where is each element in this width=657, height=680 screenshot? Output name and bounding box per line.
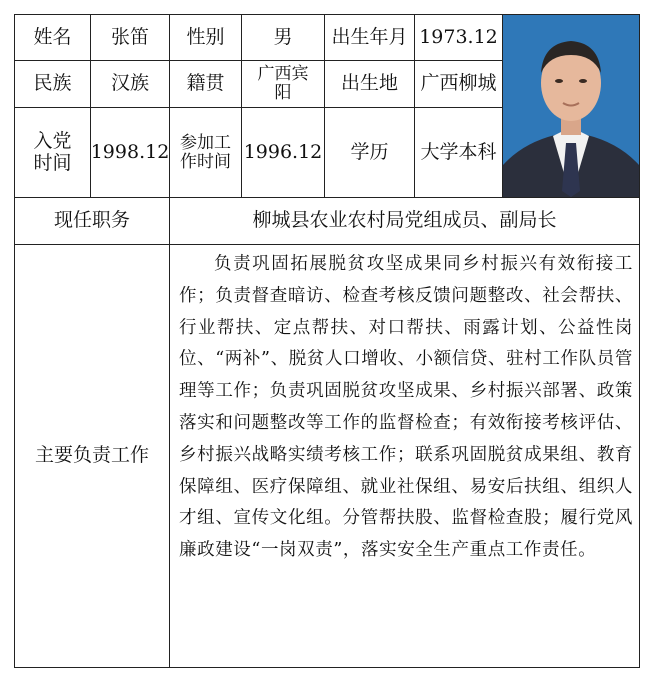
ethnicity-value: 汉族 <box>90 60 170 108</box>
origin-value: 广西宾阳 <box>241 60 325 108</box>
education-value: 大学本科 <box>414 107 503 198</box>
birth-value: 1973.12 <box>414 14 503 61</box>
name-label: 姓名 <box>14 14 91 61</box>
education-label: 学历 <box>324 107 415 198</box>
portrait-photo <box>502 14 640 198</box>
party-label: 入党时间 <box>14 107 91 198</box>
right-eye <box>579 79 587 83</box>
position-label: 现任职务 <box>14 197 170 245</box>
ethnicity-label: 民族 <box>14 60 91 108</box>
gender-label: 性别 <box>169 14 242 61</box>
portrait-image <box>503 15 639 197</box>
duties-body <box>169 244 640 668</box>
position-value: 柳城县农业农村局党组成员、副局长 <box>169 197 640 245</box>
work-value: 1996.12 <box>241 107 325 198</box>
origin-label: 籍贯 <box>169 60 242 108</box>
name-value: 张笛 <box>90 14 170 61</box>
duties-text: 负责巩固拓展脱贫攻坚成果同乡村振兴有效衔接工作；负责督查暗访、检查考核反馈问题整改、社会帮扶、行业帮扶、定点帮扶、对口帮扶、雨露计划、公益性岗位、“两补”、脱贫人口增收、小额信贷、驻村工作队员管理等工作；负责巩固脱贫攻坚成果、乡村振兴部署、政策落实和问题整改等工作的监督检查；有效衔接考核评估、乡村振兴战略实绩考核工作；联系巩固脱贫成果组、教育保障组、医疗保障组、就业社保组、易安后扶组、组织人才组、宣传文化组。分管帮扶股、监督检查股；履行党风廉政建设“一岗双责”，落实安全生产重点工作责任。 <box>179 254 633 561</box>
profile-table <box>14 14 640 668</box>
party-value: 1998.12 <box>90 107 170 198</box>
duties-label: 主要负责工作 <box>14 244 170 668</box>
gender-value: 男 <box>241 14 325 61</box>
birthplace-value: 广西柳城 <box>414 60 503 108</box>
work-label: 参加工作时间 <box>169 107 242 198</box>
left-eye <box>555 79 563 83</box>
birth-label: 出生年月 <box>324 14 415 61</box>
birthplace-label: 出生地 <box>324 60 415 108</box>
